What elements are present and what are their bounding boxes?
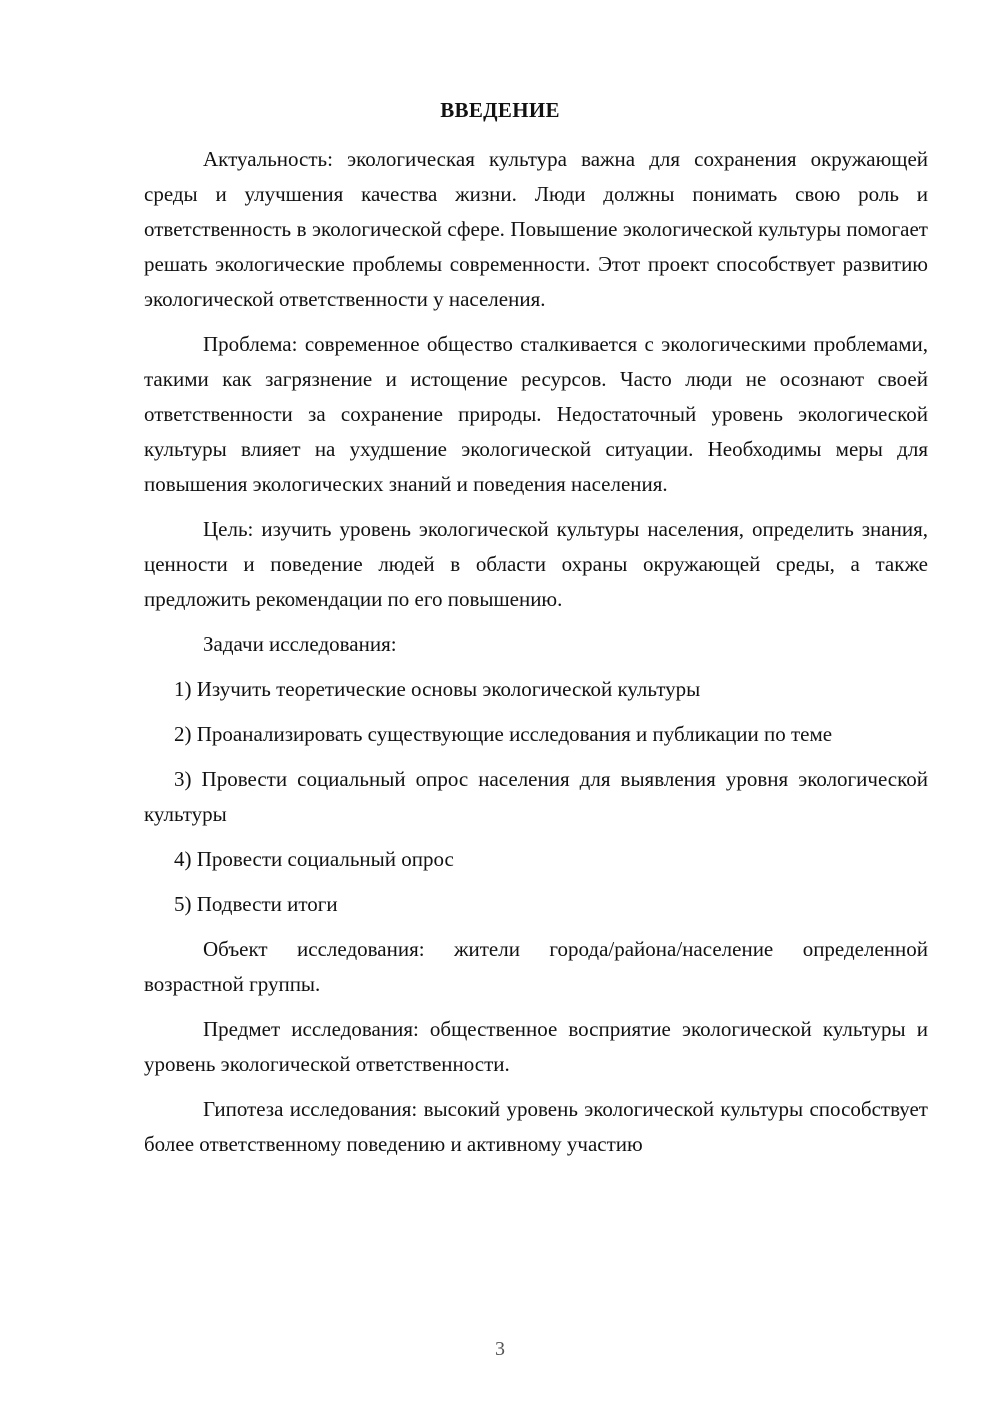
paragraph-tasks-heading: Задачи исследования: bbox=[203, 632, 397, 656]
task-item-4: 4) Провести социальный опрос bbox=[174, 847, 454, 871]
task-item-1: 1) Изучить теоретические основы экологической культуры bbox=[174, 677, 701, 701]
paragraph-relevance: Актуальность: экологическая культура важна для сохранения окружающей среды и улучшения качества жизни. Люди должны понимать свою роль и ответственность в экологической сфере. Повышение экологической культуры помогает решать экологические проблемы современности. Этот проект способствует развитию экологической ответственности у населения. bbox=[144, 147, 928, 311]
paragraph-subject: Предмет исследования: общественное восприятие экологической культуры и уровень экологической ответственности. bbox=[144, 1017, 928, 1076]
task-item-2: 2) Проанализировать существующие исследования и публикации по теме bbox=[174, 722, 833, 746]
section-heading: ВВЕДЕНИЕ bbox=[440, 98, 560, 122]
document-body bbox=[144, 142, 928, 1172]
task-item-5: 5) Подвести итоги bbox=[174, 892, 338, 916]
paragraph-goal: Цель: изучить уровень экологической культуры населения, определить знания, ценности и поведение людей в области охраны окружающей среды, а также предложить рекомендации по его повышению. bbox=[144, 517, 928, 611]
paragraph-object: Объект исследования: жители города/района/население определенной возрастной группы. bbox=[144, 937, 928, 996]
page-number: 3 bbox=[495, 1338, 505, 1360]
task-item-3: 3) Провести социальный опрос населения для выявления уровня экологической культуры bbox=[144, 767, 928, 826]
paragraph-hypothesis: Гипотеза исследования: высокий уровень экологической культуры способствует более ответственному поведению и активному участию bbox=[144, 1097, 928, 1156]
paragraph-problem: Проблема: современное общество сталкивается с экологическими проблемами, такими как загрязнение и истощение ресурсов. Часто люди не осознают своей ответственности за сохранение природы. Недостаточный уровень экологической культуры влияет на ухудшение экологической ситуации. Необходимы меры для повышения экологических знаний и поведения населения. bbox=[144, 332, 928, 496]
